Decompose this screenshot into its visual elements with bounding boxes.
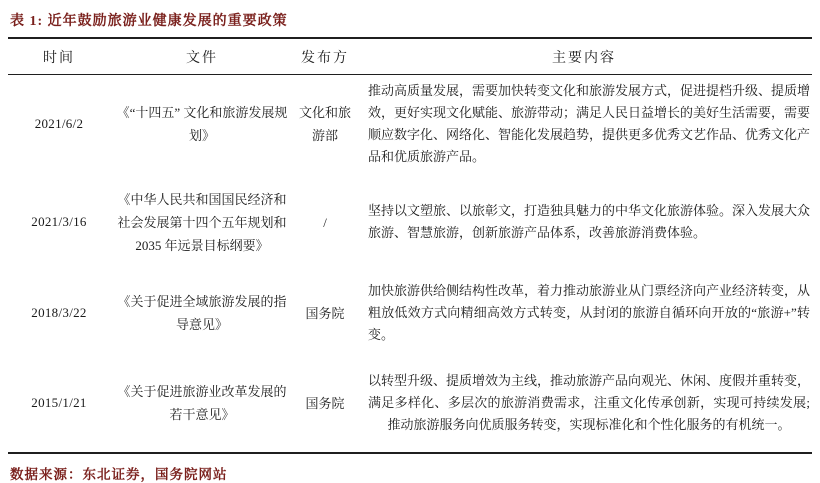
column-header-document: 文件	[186, 51, 218, 66]
table-row	[8, 354, 812, 452]
cell-content: 推动高质量发展，需要加快转变文化和旅游发展方式，促进提档升级、提质增效，更好实现文化赋能、旅游带动；满足人民日益增长的美好生活需要，需要顺应数字化、网络化、智能化发展趋势，提供更多优秀文艺作品、优秀文化产品和优质旅游产品。	[368, 82, 811, 164]
cell-content: 以转型升级、提质增效为主线，推动旅游产品向观光、休闲、度假并重转变，满足多样化、多层次的旅游消费需求，注重文化传承创新，实现可持续发展;推动旅游服务向优质服务转变，实现标准化和个性化服务的有机统一。	[368, 373, 811, 432]
policy-table	[8, 37, 812, 454]
cell-document: 《关于促进全域旅游发展的指导意见》	[117, 294, 287, 332]
cell-date: 2021/6/2	[34, 115, 84, 131]
cell-date: 2021/3/16	[31, 214, 87, 229]
column-header-content: 主要内容	[552, 51, 616, 66]
column-header-time: 时间	[43, 51, 75, 66]
cell-publisher: 文化和旅游部	[298, 104, 351, 143]
column-header-publisher: 发布方	[301, 51, 349, 66]
table-title: 表 1: 近年鼓励旅游业健康发展的重要政策	[10, 14, 288, 29]
cell-publisher: 国务院	[305, 395, 345, 411]
cell-document: 《“十四五” 文化和旅游发展规划》	[116, 104, 288, 143]
table-row	[8, 172, 812, 272]
cell-document: 《关于促进旅游业改革发展的若干意见》	[117, 384, 287, 422]
cell-document: 《中华人民共和国国民经济和社会发展第十四个五年规划和 2035 年远景目标纲要》	[117, 191, 287, 253]
cell-publisher: /	[323, 214, 327, 230]
table-row	[8, 272, 812, 354]
cell-date: 2015/1/21	[31, 395, 87, 410]
table-row	[8, 75, 812, 172]
cell-content: 坚持以文塑旅、以旅彰文，打造独具魅力的中华文化旅游体验。深入发展大众旅游、智慧旅游，创新旅游产品体系，改善旅游消费体验。	[368, 203, 811, 240]
data-source-note: 数据来源：东北证券，国务院网站	[10, 467, 228, 482]
cell-date: 2018/3/22	[31, 305, 87, 320]
table-header-row	[8, 39, 812, 75]
cell-content: 加快旅游供给侧结构性改革，着力推动旅游业从门票经济向产业经济转变，从粗放低效方式向精细高效方式转变，从封闭的旅游自循环向开放的“旅游+”转变。	[368, 283, 811, 342]
cell-publisher: 国务院	[305, 305, 345, 321]
